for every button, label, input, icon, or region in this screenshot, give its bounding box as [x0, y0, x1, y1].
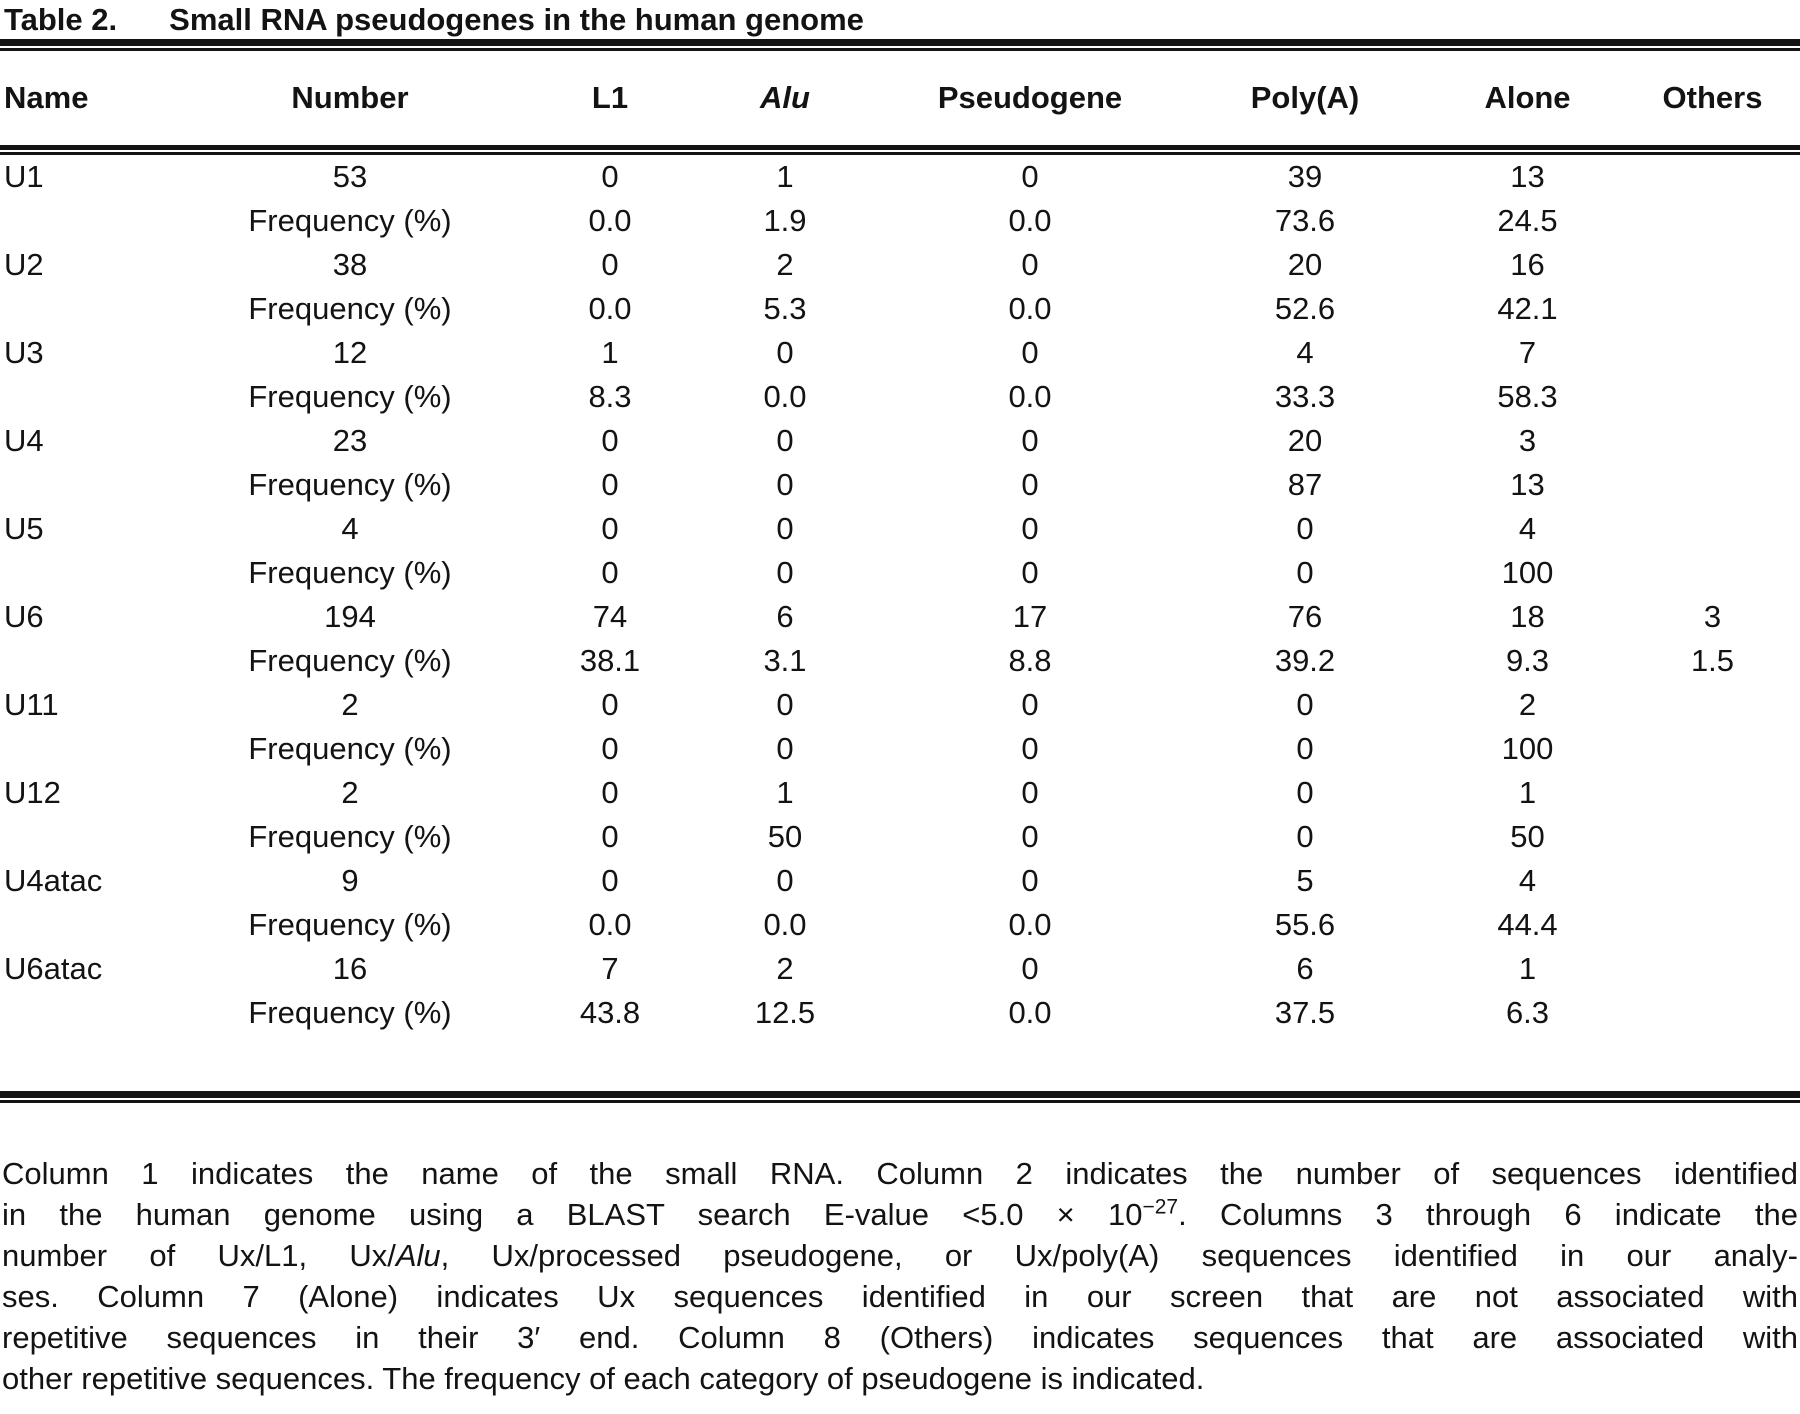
value-cell: 13 — [1510, 159, 1545, 194]
value-cell: 0 — [601, 819, 619, 854]
row-name-cell: U4 — [4, 423, 44, 458]
column-header: Poly(A) — [1250, 80, 1360, 115]
footnote-text-segment: in the human genome using a BLAST search E-value <5.0 × 10 — [2, 1197, 1143, 1232]
footnote-line — [2, 1358, 1798, 1399]
value-cell: 0 — [1021, 423, 1039, 458]
footnote-text-segment: number of Ux/L1, Ux/ — [2, 1238, 396, 1273]
column-header: Alu — [760, 80, 810, 115]
value-cell: 12.5 — [754, 995, 816, 1030]
value-cell: Frequency (%) — [248, 819, 452, 854]
row-name-cell: U11 — [4, 687, 59, 722]
bottom-rule — [0, 1091, 1800, 1103]
value-cell: 0 — [776, 511, 794, 546]
table-header-row — [0, 51, 1800, 145]
row-name-cell: U1 — [4, 159, 44, 194]
value-cell: 0 — [1021, 819, 1039, 854]
value-cell: 194 — [324, 599, 376, 634]
value-cell: 0 — [1021, 863, 1039, 898]
footnote-line — [2, 1235, 1798, 1276]
value-cell: 0 — [601, 863, 619, 898]
value-cell: Frequency (%) — [248, 555, 452, 590]
value-cell: Frequency (%) — [248, 467, 452, 502]
value-cell: Frequency (%) — [248, 907, 452, 942]
value-cell: 0 — [776, 687, 794, 722]
table-row — [0, 947, 1800, 991]
value-cell: 0 — [601, 511, 619, 546]
footnote-text-segment: Alu — [395, 1238, 441, 1273]
table-row — [0, 507, 1800, 551]
value-cell: 2 — [776, 951, 794, 986]
value-cell: Frequency (%) — [248, 291, 452, 326]
value-cell: 0 — [1296, 775, 1314, 810]
value-cell: 39.2 — [1274, 643, 1336, 678]
value-cell: 0 — [1021, 467, 1039, 502]
table-row — [0, 727, 1800, 771]
value-cell: 0 — [1021, 511, 1039, 546]
value-cell: 0 — [776, 335, 794, 370]
value-cell: Frequency (%) — [248, 643, 452, 678]
row-name-cell: U6atac — [4, 951, 103, 986]
value-cell: 87 — [1287, 467, 1323, 502]
value-cell: 24.5 — [1497, 203, 1558, 238]
value-cell: 0.0 — [588, 203, 632, 238]
row-name-cell: U2 — [4, 247, 44, 282]
value-cell: 0 — [1021, 555, 1039, 590]
value-cell: 20 — [1287, 247, 1323, 282]
value-cell: 2 — [341, 687, 359, 722]
value-cell: 43.8 — [579, 995, 641, 1030]
table-row — [0, 903, 1800, 947]
value-cell: 0 — [776, 467, 794, 502]
column-header: Name — [4, 80, 89, 115]
footnote-text-segment: . Columns 3 through 6 indicate the — [1178, 1197, 1798, 1232]
value-cell: 0.0 — [588, 907, 632, 942]
value-cell: 0 — [1021, 687, 1039, 722]
value-cell: 0 — [1296, 555, 1314, 590]
value-cell: 12 — [332, 335, 368, 370]
value-cell: 1 — [776, 159, 794, 194]
value-cell: 4 — [341, 511, 359, 546]
value-cell: Frequency (%) — [248, 203, 452, 238]
value-cell: 39 — [1287, 159, 1323, 194]
table-footnote — [0, 1153, 1800, 1399]
header-rule — [0, 145, 1800, 155]
value-cell: 0.0 — [1008, 907, 1052, 942]
table-row — [0, 595, 1800, 639]
value-cell: 23 — [332, 423, 368, 458]
table-row — [0, 199, 1800, 243]
value-cell: 6 — [1296, 951, 1314, 986]
value-cell: 0 — [601, 159, 619, 194]
value-cell: 2 — [1518, 687, 1537, 722]
column-header: Alone — [1484, 80, 1571, 115]
footnote-text-segment: ses. Column 7 (Alone) indicates Ux sequences identified in our screen that are not associated with — [2, 1279, 1798, 1314]
value-cell: 0.0 — [1008, 995, 1052, 1030]
header-rule-thick-line — [0, 145, 1800, 150]
value-cell: 18 — [1510, 599, 1545, 634]
bottom-rule-thick-line — [0, 1091, 1800, 1098]
value-cell: 33.3 — [1274, 379, 1336, 414]
value-cell: 9 — [341, 863, 359, 898]
row-name-cell: U6 — [4, 599, 44, 634]
footnote-line — [2, 1194, 1798, 1235]
value-cell: 5.3 — [763, 291, 807, 326]
table-body — [0, 155, 1800, 1035]
value-cell: 0.0 — [763, 379, 807, 414]
value-cell: 1 — [1518, 775, 1537, 810]
value-cell: 1.5 — [1690, 643, 1735, 678]
value-cell: 0.0 — [1008, 291, 1052, 326]
value-cell: 0 — [1296, 511, 1314, 546]
value-cell: 0 — [601, 423, 619, 458]
value-cell: 0 — [1021, 775, 1039, 810]
value-cell: 100 — [1501, 731, 1554, 766]
value-cell: 9.3 — [1505, 643, 1550, 678]
value-cell: Frequency (%) — [248, 379, 452, 414]
table-row — [0, 991, 1800, 1035]
value-cell: 0 — [601, 775, 619, 810]
value-cell: 0 — [601, 555, 619, 590]
value-cell: 3 — [1518, 423, 1537, 458]
value-cell: 6 — [776, 599, 794, 634]
value-cell: 0 — [776, 731, 794, 766]
value-cell: 4 — [1518, 863, 1537, 898]
value-cell: 0.0 — [588, 291, 632, 326]
column-header: L1 — [591, 80, 629, 115]
value-cell: 0 — [776, 863, 794, 898]
top-rule — [0, 39, 1800, 51]
value-cell: 7 — [1518, 335, 1537, 370]
row-name-cell: U4atac — [4, 863, 103, 898]
value-cell: 1 — [776, 775, 794, 810]
value-cell: 0 — [1296, 687, 1314, 722]
value-cell: 0 — [776, 423, 794, 458]
table-row — [0, 551, 1800, 595]
footnote-text-segment: , Ux/processed pseudogene, or Ux/poly(A) sequences identified in our analy- — [440, 1238, 1798, 1273]
value-cell: 0 — [1021, 335, 1039, 370]
value-cell: 37.5 — [1274, 995, 1336, 1030]
value-cell: 0 — [1021, 159, 1039, 194]
value-cell: 50 — [1510, 819, 1545, 854]
value-cell: 74 — [592, 599, 628, 634]
table-row — [0, 683, 1800, 727]
footnote-line — [2, 1153, 1798, 1194]
value-cell: 0 — [1296, 819, 1314, 854]
table-row — [0, 463, 1800, 507]
value-cell: 100 — [1501, 555, 1554, 590]
top-rule-thick-line — [0, 39, 1800, 46]
value-cell: 55.6 — [1274, 907, 1336, 942]
value-cell: 4 — [1296, 335, 1314, 370]
row-name-cell: U5 — [4, 511, 44, 546]
value-cell: 50 — [767, 819, 803, 854]
value-cell: Frequency (%) — [248, 995, 452, 1030]
value-cell: 6.3 — [1505, 995, 1550, 1030]
table-row — [0, 771, 1800, 815]
table-row — [0, 287, 1800, 331]
table-row — [0, 155, 1800, 199]
value-cell: 16 — [1510, 247, 1545, 282]
value-cell: 0 — [601, 731, 619, 766]
value-cell: 58.3 — [1497, 379, 1558, 414]
column-header: Others — [1662, 80, 1763, 115]
value-cell: 16 — [332, 951, 368, 986]
value-cell: 8.3 — [588, 379, 632, 414]
row-name-cell: U12 — [4, 775, 61, 810]
footnote-text-segment: repetitive sequences in their 3′ end. Column 8 (Others) indicates sequences that are associated with — [2, 1320, 1798, 1355]
table-row — [0, 639, 1800, 683]
value-cell: 0 — [776, 555, 794, 590]
column-header: Pseudogene — [937, 80, 1123, 115]
value-cell: 4 — [1518, 511, 1537, 546]
table-title — [0, 3, 1800, 39]
value-cell: 5 — [1296, 863, 1314, 898]
value-cell: 1 — [1518, 951, 1537, 986]
table-row — [0, 331, 1800, 375]
value-cell: 0.0 — [1008, 379, 1052, 414]
row-name-cell: U3 — [4, 335, 44, 370]
value-cell: 20 — [1287, 423, 1323, 458]
value-cell: 53 — [332, 159, 368, 194]
value-cell: 3 — [1703, 599, 1722, 634]
value-cell: 1.9 — [763, 203, 807, 238]
value-cell: 0 — [1296, 731, 1314, 766]
table-number-label: Table 2. — [4, 2, 118, 37]
value-cell: 3.1 — [763, 643, 807, 678]
value-cell: 0 — [1021, 247, 1039, 282]
value-cell: 0 — [1021, 951, 1039, 986]
value-cell: 8.8 — [1008, 643, 1052, 678]
value-cell: 38.1 — [579, 643, 641, 678]
value-cell: 52.6 — [1274, 291, 1336, 326]
value-cell: 44.4 — [1497, 907, 1558, 942]
footnote-text-segment: Column 1 indicates the name of the small RNA. Column 2 indicates the number of sequences identified — [2, 1156, 1798, 1191]
value-cell: 73.6 — [1274, 203, 1336, 238]
value-cell: 17 — [1012, 599, 1048, 634]
footnote-text-segment: other repetitive sequences. The frequency of each category of pseudogene is indicated. — [2, 1361, 1205, 1396]
table-row — [0, 815, 1800, 859]
value-cell: 0 — [601, 687, 619, 722]
value-cell: Frequency (%) — [248, 731, 452, 766]
table-row — [0, 243, 1800, 287]
value-cell: 7 — [601, 951, 619, 986]
footnote-line — [2, 1276, 1798, 1317]
value-cell: 0.0 — [1008, 203, 1052, 238]
value-cell: 38 — [332, 247, 368, 282]
value-cell: 0 — [601, 467, 619, 502]
value-cell: 1 — [601, 335, 619, 370]
table-row — [0, 419, 1800, 463]
table-row — [0, 859, 1800, 903]
footnote-line — [2, 1317, 1798, 1358]
table-row — [0, 375, 1800, 419]
value-cell: 13 — [1510, 467, 1545, 502]
value-cell: 0 — [1021, 731, 1039, 766]
value-cell: 2 — [341, 775, 359, 810]
value-cell: 0.0 — [763, 907, 807, 942]
footnote-text-segment: −27 — [1142, 1195, 1179, 1219]
column-header: Number — [291, 80, 409, 115]
value-cell: 76 — [1287, 599, 1323, 634]
bottom-rule-thin-line — [0, 1100, 1800, 1103]
value-cell: 2 — [776, 247, 794, 282]
value-cell: 42.1 — [1497, 291, 1558, 326]
table-caption: Small RNA pseudogenes in the human genome — [169, 2, 864, 37]
value-cell: 0 — [601, 247, 619, 282]
